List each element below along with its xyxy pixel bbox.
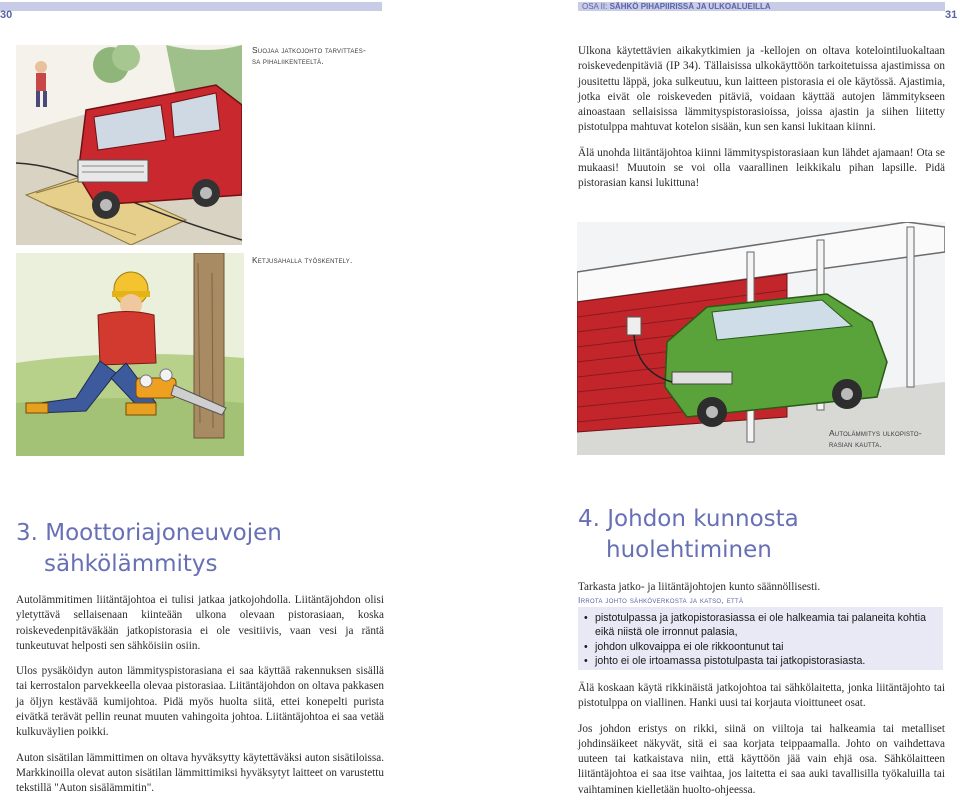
section-label xyxy=(582,2,771,11)
timer-paragraph-1: Ulkona käytettävien aikakytkimien ja -kellojen on oltava kotelointiluokaltaan roiskevedenpitäviä (IP 34). Tällaisissa ulkokäyttöön tarkoitetuissa ajastimissa on jousitettu läppä, joka sulkeutuu, kun laitteen pistorasia ei ole käytössä. Ajastimia, jotka eivät ole roiskeveden pitäviä, voidaan käyttää autojen lämmitykseen ainoastaan sellaisissa lämmityspistorasioissa, joissa ajastin ja siihen liitetty pistotulppa mahtuvat kotelon sisään, kun sen kansi lukitaan kiinni. xyxy=(578,45,945,134)
section-3-paragraph-1: Autolämmitimen liitäntäjohtoa ei tulisi jatkaa jatkojohdolla. Liitäntäjohdon olisi yletyttävä sellaisenaan kiinteään ulkona olevaan pistorasiaan, koska roiskevedenpitäväkään jatkopistorasia ei ole vesitiivis, vaan vesi ja räntä tunkeutuvat helposti sen sähköisiin osiin. xyxy=(16,594,384,652)
page-number-left: 30 xyxy=(0,9,13,21)
section-4-title-line2: huolehtiminen xyxy=(606,537,772,563)
section-4-paragraph-2: Jos johdon eristys on rikki, siinä on viiltoja tai halkeamia tai metalliset johdinsäikeet näkyvät, sitä ei saa korjata teippaamalla. Johto on vaihdettava uuteen tai katkaistava niin, että käyttöön jää vain ehjä osa. Sähkölaitteen liitäntäjohtoa ei saa itse vaihtaa, jos laitetta ei saa auki tavallisilla työkaluilla tai vaihtaminen kielletään huolto-ohjeessa. xyxy=(578,722,945,796)
section-title: SÄHKÖ PIHAPIIRISSÄ JA ULKOALUEILLA xyxy=(609,2,771,11)
section-4-subhead: Irrota johto sähköverkosta ja katso, että xyxy=(578,595,744,605)
section-4-title-line1: Johdon kunnosta xyxy=(607,506,799,532)
chainsaw-illustration xyxy=(16,253,244,456)
section-3-title-line1: Moottoriajoneuvojen xyxy=(45,520,282,546)
section-3-title-line2: sähkölämmitys xyxy=(44,551,218,577)
carport-caption-line2: rasian kautta. xyxy=(829,439,883,449)
section-4-number: 4. xyxy=(578,506,600,532)
section-4-paragraph-1: Älä koskaan käytä rikkinäistä jatkojohtoa tai sähkölaitetta, jonka liitäntäjohto tai pistotulppa on viallinen. Hanki uusi tai korjauta vioittuneet osat. xyxy=(578,682,945,710)
van-caption-line1: Suojaa jatkojohto tarvittaes- xyxy=(252,45,366,55)
van-caption-line2: sa pihaliikenteeltä. xyxy=(252,56,324,66)
carport-illustration xyxy=(577,222,945,455)
timer-text xyxy=(578,44,945,202)
carport-caption xyxy=(829,428,949,450)
section-3-heading xyxy=(16,518,386,580)
checklist-item: • pistotulpassa ja jatkopistorasiassa ei ole halkeamia tai palaneita kohtia xyxy=(584,611,943,625)
page-number-right: 31 xyxy=(945,9,958,21)
section-3-paragraph-2: Ulos pysäköidyn auton lämmityspistorasiana ei saa käyttää rakennuksen sisällä tai kerrostalon parvekkeella olevaa pistorasiaa. Liitäntäjohdon on oltava pakkasen ja öljyn kestävää kumijohtoa. Pidä myös huolta siitä, ettei konepelti purista eivätkä terävät pellin reunat muuten vahingoita johtoa. Liitäntäjohtoa ei saa vetää kulkuväylien poikki. xyxy=(16,665,384,739)
section-4-heading xyxy=(578,504,945,566)
checklist-item-continued: eikä niistä ole irronnut palasia, xyxy=(595,626,738,639)
section-3-body xyxy=(16,593,384,801)
chainsaw-caption: Ketjusahalla työskentely. xyxy=(252,255,353,265)
van-illustration xyxy=(16,45,242,245)
section-4-body xyxy=(578,681,945,801)
section-prefix: OSA II: xyxy=(582,2,610,11)
checklist-item: • johdon ulkovaippa ei ole rikkoontunut tai xyxy=(584,640,943,654)
timer-paragraph-2: Älä unohda liitäntäjohtoa kiinni lämmityspistorasiaan kun lähdet ajamaan! Ota se mukaasi! Muutoin se voi olla vaarallinen leikkikalu pihan lapsille. Pidä pistorasian kansi lukittuna! xyxy=(578,146,945,190)
section-4-lead: Tarkasta jatko- ja liitäntäjohtojen kunto säännöllisesti. xyxy=(578,581,821,593)
carport-caption-line1: Autolämmitys ulkopisto- xyxy=(829,428,922,438)
van-caption xyxy=(252,45,392,67)
checklist xyxy=(578,607,943,668)
checklist-box xyxy=(578,607,943,670)
section-3-paragraph-3: Auton sisätilan lämmittimen on oltava hyväksytty käytettäväksi auton sisätiloissa. Markkinoilla olevat auton sisätilan lämmittimiksi hyväksytyt laitteet on varustettu tekstillä "Auton sisälämmitin". xyxy=(16,751,384,795)
section-3-number: 3. xyxy=(16,520,38,546)
left-header-bar xyxy=(0,2,382,11)
checklist-item: • johto ei ole irtoamassa pistotulpasta tai jatkopistorasiasta. xyxy=(584,654,943,668)
